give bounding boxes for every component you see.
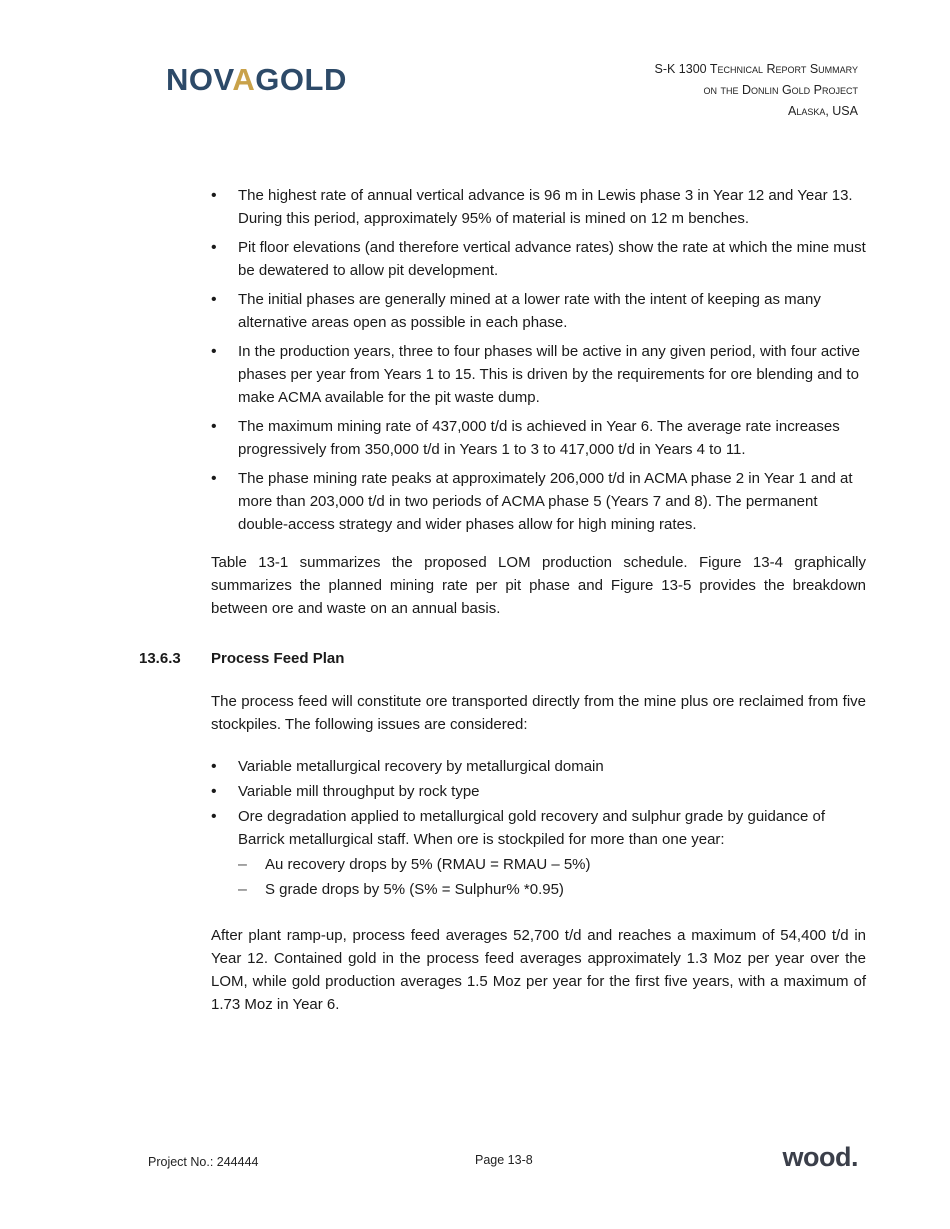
header-line-1: S-K 1300 Technical Report Summary (654, 62, 858, 76)
list-item: • Variable mill throughput by rock type (211, 780, 866, 803)
list-item: • The highest rate of annual vertical advance is 96 m in Lewis phase 3 in Year 12 and Year 13. During this period, approximately 95% of material is mined on 12 m benches. (211, 184, 866, 230)
feed-bullet-list (211, 755, 866, 903)
novagold-logo: NOVAGOLD (166, 62, 347, 97)
wood-logo: wood. (782, 1142, 858, 1172)
logo-mark: A (232, 62, 256, 97)
report-header (655, 59, 859, 122)
list-item: • Pit floor elevations (and therefore vertical advance rates) show the rate at which the mine must be dewatered to allow pit development. (211, 236, 866, 282)
list-item: • Variable metallurgical recovery by metallurgical domain (211, 755, 866, 778)
list-item: • The initial phases are generally mined at a lower rate with the intent of keeping as many alternative areas open as possible in each phase. (211, 288, 866, 334)
feed-paragraph: The process feed will constitute ore transported directly from the mine plus ore reclaimed from five stockpiles. The following issues are considered: (211, 693, 866, 733)
list-item: • The maximum mining rate of 437,000 t/d is achieved in Year 6. The average rate increases progressively from 350,000 t/d in Years 1 to 3 to 417,000 t/d in Years 4 to 11. (211, 415, 866, 461)
list-item (211, 805, 866, 901)
project-number: Project No.: 244444 (148, 1155, 259, 1169)
top-bullet-list (211, 184, 866, 542)
page-number: Page 13-8 (475, 1153, 533, 1167)
section-title: Process Feed Plan (211, 650, 345, 667)
header-line-3: Alaska, USA (787, 104, 858, 118)
dash-item: – Au recovery drops by 5% (RMAU = RMAU – 5%) (211, 853, 866, 876)
section-number: 13.6.3 (139, 650, 181, 667)
final-paragraph: After plant ramp-up, process feed averages 52,700 t/d and reaches a maximum of 54,400 t/d in Year 12. Contained gold in the process feed averages approximately 1.3 Moz per year over the LOM, while gold production averages 1.5 Moz per year for the first five years, with a maximum of 1.73 Moz in Year 6. (211, 927, 866, 1013)
list-item: • The phase mining rate peaks at approximately 206,000 t/d in ACMA phase 2 in Year 1 and at more than 203,000 t/d in two periods of ACMA phase 5 (Years 7 and 8). The permanent double-access strategy and wider phases allow for high mining rates. (211, 467, 866, 536)
dash-item: – S grade drops by 5% (S% = Sulphur% *0.95) (211, 878, 866, 901)
dash-list (211, 853, 866, 901)
schedule-paragraph: Table 13-1 summarizes the proposed LOM production schedule. Figure 13-4 graphically summarizes the planned mining rate per pit phase and Figure 13-5 provides the breakdown between ore and waste on an annual basis. (211, 554, 866, 617)
list-item-text: Ore degradation applied to metallurgical gold recovery and sulphur grade by guidance of Barrick metallurgical staff. When ore is stockpiled for more than one year: (238, 808, 826, 848)
list-item: • In the production years, three to four phases will be active in any given period, with four active phases per year from Years 1 to 15. This is driven by the requirements for ore blending and to make ACMA available for the pit waste dump. (211, 340, 866, 409)
header-line-2: on the Donlin Gold Project (703, 83, 858, 97)
